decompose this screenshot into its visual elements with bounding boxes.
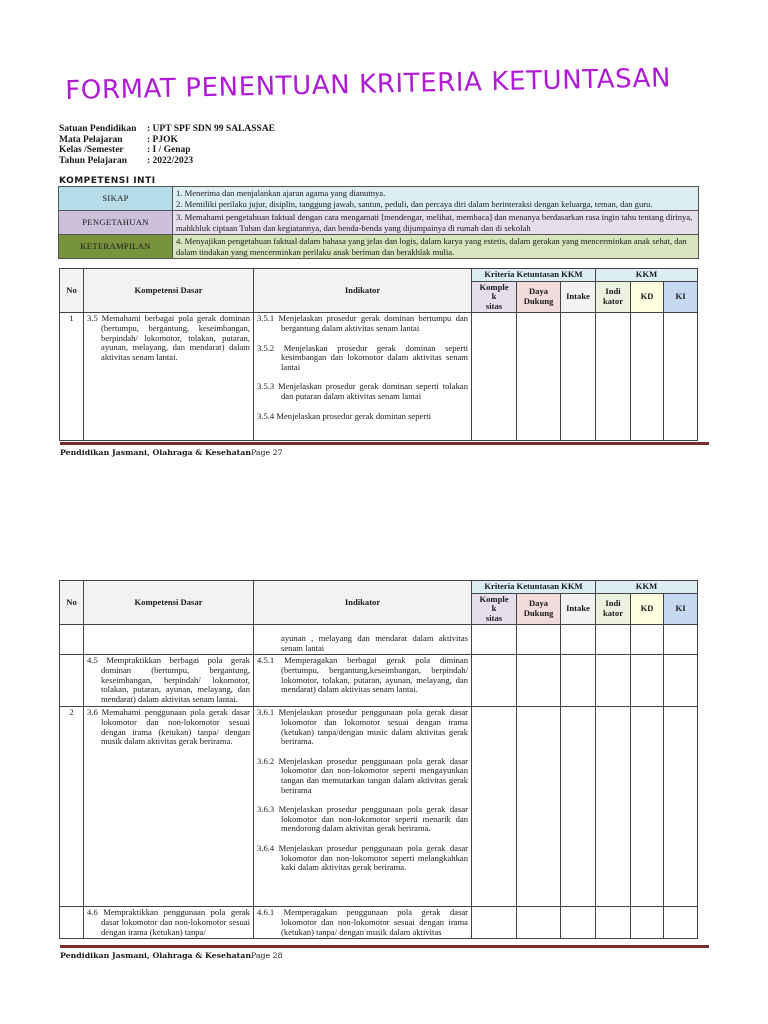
indicator-number: 3.5.2: [257, 342, 275, 353]
col-daya-dukung: Daya Dukung: [517, 593, 561, 625]
document-meta: [59, 124, 359, 168]
indicator-number: 3.5.1: [257, 313, 275, 324]
table-row: [60, 907, 698, 939]
ki-label: KETERAMPILAN: [59, 235, 173, 259]
indicator-text: Memperagakan berbagai gerak pola diminan (bertumpu, bergantung,keseimbangan, berpindah/ lokomotor, tolakan, putaran, ayunan, melayang, dan mendarat) dalam aktivitas senam lantai.: [281, 655, 468, 695]
col-no: No: [60, 269, 84, 313]
table-row: [60, 707, 698, 907]
row-indicators: [254, 655, 472, 707]
row-kd: [84, 707, 254, 907]
indicator-item: [257, 708, 468, 746]
footer-subject: Pendidikan Jasmani, Olahraga & Kesehatan: [60, 951, 252, 960]
col-indikator: Indikator: [254, 269, 472, 313]
ki-table: [58, 186, 699, 259]
indicator-item: [257, 757, 468, 795]
footer-subject: Pendidikan Jasmani, Olahraga & Kesehatan: [60, 448, 252, 457]
indicator-item: [257, 412, 468, 422]
ki-text: 1. Menerima dan menjalankan ajaran agama yang dianutnya. 2. Memiliki perilaku jujur, disiplin, tanggung jawab, santun, peduli, dan percaya diri dalam berinteraksi dengan keluarga, teman, dan guru.: [173, 187, 699, 211]
indicator-item: [257, 805, 468, 834]
indicator-item: [257, 344, 468, 373]
indicator-text: Menjelaskan prosedur gerak dominan seperti kesimbangan dan lokomotor dalam aktivitas senam lantai: [281, 342, 468, 372]
row-kd: [84, 655, 254, 707]
col-kompetensi-dasar: Kompetensi Dasar: [84, 269, 254, 313]
footer-page: Page 28: [251, 951, 283, 960]
indicator-text: Menjelaskan prosedur gerak dominan seperti: [276, 410, 431, 421]
page-footer: [60, 951, 283, 960]
kd-number: 3.6: [87, 707, 98, 718]
col-no: No: [60, 581, 84, 625]
indicator-text: Menjelaskan prosedur gerak dominan bertumpu dan bergantung dalam aktivitas senam lantai: [278, 313, 468, 333]
indicator-text: Menjelaskan prosedur penggunaan pola gerak dasar lokomotor dan non-lokomotor seperti menarik dan mendorong dalam aktivitas gerak berirama.: [278, 804, 468, 834]
col-kompetensi-dasar: Kompetensi Dasar: [84, 581, 254, 625]
row-kd: [84, 907, 254, 939]
indicator-text: Menjelaskan prosedur penggunaan pola gerak dasar lokomotor dan non-lokomotor seperti mengayunkan tangan dan memutarkan tangan dalam aktivitas gerak berirama: [278, 755, 468, 795]
col-kompleksitas: Komple k sitas: [472, 593, 517, 625]
kd-number: 4.5: [87, 655, 98, 666]
page-footer: [60, 448, 283, 457]
col-kkm: KKM: [596, 581, 698, 594]
indicator-text: Menjelaskan prosedur penggunaan pola gerak dasar lokomotor dan non-lokomotor seperti melangkahkan kaki dalam aktivitas gerak berirama.: [278, 842, 468, 873]
indicator-number: 3.5.4: [257, 410, 275, 421]
ki-label: SIKAP: [59, 187, 173, 211]
ki-label: PENGETAHUAN: [59, 211, 173, 235]
kd-text: Mempraktikkan berbagai pola gerak dominan (bertumpu, bergantung, keseimbangan, berpindah/ lokomotor, tolakan, putaran, ayunan, melayang, dan mendarat) dalam aktivitas senam lantai.: [101, 655, 250, 704]
indicator-number: 3.6.3: [257, 804, 275, 815]
indicator-number: 3.6.1: [257, 707, 275, 718]
table-row: [60, 655, 698, 707]
col-kompleksitas: Komple k sitas: [472, 281, 517, 313]
indicator-text: Menjelaskan prosedur gerak dominan seperti tolakan dan putaran dalam aktivitas senam lantai: [277, 381, 468, 401]
indicator-text: Memperagakan penggunaan pola gerak dasar lokomotor dan non-lokomotor sesuai dengan irama (ketukan) tanpa/ dengan musik dalam aktivitas: [281, 907, 468, 937]
table-row: [60, 313, 698, 441]
footer-page: Page 27: [251, 448, 283, 457]
meta-key: Tahun Pelajaran: [59, 155, 128, 166]
footer-rule: [60, 945, 709, 948]
row-indicators: [254, 707, 472, 907]
col-indikator: Indikator: [254, 581, 472, 625]
meta-value: : 2022/2023: [147, 155, 194, 166]
col-kriteria-ketuntasan: Kriteria Ketuntasan KKM: [472, 269, 596, 282]
row-indicators: [254, 907, 472, 939]
meta-value: : UPT SPF SDN 99 SALASSAE: [147, 124, 276, 134]
meta-value: : PJOK: [147, 134, 178, 145]
col-intake: Intake: [561, 593, 596, 625]
col-kd: KD: [631, 281, 664, 313]
meta-key: Mata Pelajaran: [59, 134, 123, 145]
footer-rule: [60, 442, 709, 445]
meta-key: Satuan Pendidikan: [59, 124, 137, 134]
kd-number: 4.6: [87, 907, 98, 918]
ki-row-pengetahuan: [59, 211, 699, 235]
col-ki: KI: [664, 281, 698, 313]
kd-text: Memahami berbagai pola gerak dominan (bertumpu, bergantung, keseimbangan, berpindah/ lokomotor, tolakan, putaran, ayunan, melayang, dan mendarat) dalam aktivitas senam lantai.: [101, 313, 250, 362]
kkm-table: [59, 268, 698, 441]
indicator-number: 3.6.4: [257, 842, 275, 853]
indicator-number: 3.6.2: [257, 755, 275, 766]
ki-heading: KOMPETENSI INTI: [59, 176, 156, 186]
col-intake: Intake: [561, 281, 596, 313]
row-indicators: [254, 313, 472, 441]
kd-number: 3.5: [87, 313, 98, 324]
indicator-item: [257, 314, 468, 333]
ki-row-keterampilan: [59, 235, 699, 259]
indicator-item: [257, 656, 468, 694]
kd-text: Memahami penggunaan pola gerak dasar lokomotor dan non-lokomotor sesuai dengan irama (ketukan) tanpa/ dengan musik dalam aktivitas gerak berirama.: [101, 707, 250, 747]
row-no: 2: [60, 707, 84, 907]
table-row: [60, 625, 698, 655]
col-indi-kator: Indi kator: [596, 593, 631, 625]
ki-row-sikap: [59, 187, 699, 211]
col-indi-kator: Indi kator: [596, 281, 631, 313]
row-no: 1: [60, 313, 84, 441]
col-kd: KD: [631, 593, 664, 625]
col-ki: KI: [664, 593, 698, 625]
indicator-text: Menjelaskan prosedur penggunaan pola gerak dasar lokomotor dan lokomotor sesuai dengan irama (ketukan) tanpa/dengan music dalam aktivitas gerak berirama.: [278, 707, 468, 747]
meta-key: Kelas /Semester: [59, 145, 124, 155]
indicator-number: 3.5.3: [257, 381, 275, 392]
ki-text: 3. Memahami pengetahuan faktual dengan cara mengamati [mendengar, melihat, membaca] dan menanya berdasarkan rasa ingin tahu tentang dirinya, mahkhluk ciptaan Tuhan dan kegiatannya, dan benda-benda yang dijumpainya di rumah dan di sekolah: [173, 211, 699, 235]
ki-text: 4. Menyajikan pengetahuan faktual dalam bahasa yang jelas dan logis, dalam karya yang estetis, dalam gerakan yang mencerminkan anak sehat, dan dalam tindakan yang mencerminkan perilaku anak beriman dan berakhlak mulia.: [173, 235, 699, 259]
col-kkm: KKM: [596, 269, 698, 282]
indicator-number: 4.5.1: [257, 655, 275, 666]
indicator-item: [257, 844, 468, 873]
meta-value: : I / Genap: [147, 145, 191, 155]
indicator-number: 4.6.1: [257, 907, 275, 918]
indicator-item: [257, 908, 468, 937]
kd-text: Mempraktikkan penggunaan pola gerak dasar lokomotor dan non-lokomotor sesuai dengan irama (ketukan) tanpa/: [101, 907, 250, 937]
indicator-item: [257, 382, 468, 401]
col-kriteria-ketuntasan: Kriteria Ketuntasan KKM: [472, 581, 596, 594]
indicator-continued: ayunan , melayang dan mendarat dalam aktivitas senam lantai: [254, 625, 472, 655]
page-title: FORMAT PENENTUAN KRITERIA KETUNTASAN: [65, 63, 672, 106]
row-kd: [84, 313, 254, 441]
col-daya-dukung: Daya Dukung: [517, 281, 561, 313]
kkm-table-continued: [59, 580, 698, 939]
